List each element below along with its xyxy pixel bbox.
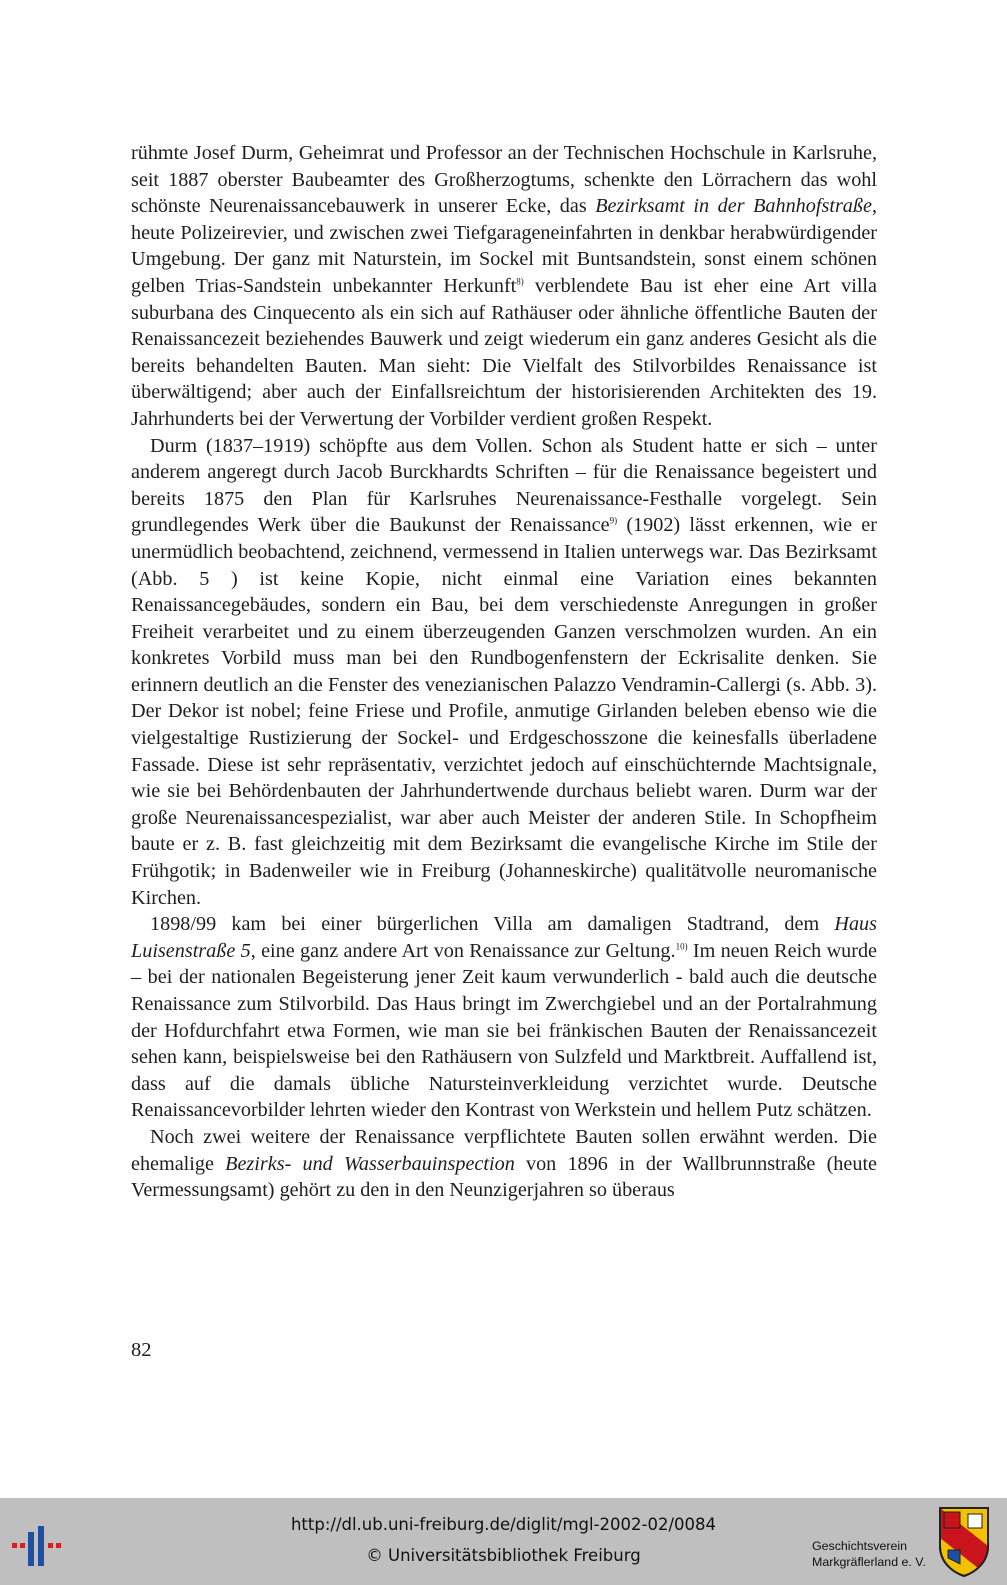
text-run: (1902) lässt erkennen, wie er unermüdlich beobachtend, zeichnend, vermessend in Italien unterwegs war. Das Bezirksamt (Abb. 5 ) ist keine Kopie, nicht einmal eine Variation eines bekannten Renaissancegebäudes, sondern ein Bau, bei dem verschiedenste Anregungen in großer Freiheit verarbeitet und zu einem überzeugenden Ganzen verschmolzen wurden. An ein konkretes Vorbild muss man bei den Rundbogenfenstern der Eckrisalite denken. Sie erinnern deutlich an die Fenster des venezianischen Palazzo Vendramin-Callergi (s. Abb. 3). Der Dekor ist nobel; feine Friese und Profile, anmutige Girlanden beleben ebenso wie die vielgestaltige Rustizierung der Sockel- und Erdgeschosszone die keinesfalls überladene Fassade. Diese ist sehr repräsentativ, verzichtet jedoch auf einschüchternde Machtsignale, wie sie bei Behördenbauten der Jahrhundertwende durchaus beliebt waren. Durm war der große Neurenaissancespezialist, war aber auch Meister der anderen Stile. In Schopfheim baute er z. B. fast gleichzeitig mit dem Bezirksamt die evangelische Kirche im Stile der Frühgotik; in Badenweiler wie in Freiburg (Johanneskirche) qualitätvolle neuromanische Kirchen. [131,514,877,909]
text-run: Durm (1837–1919) schöpfte aus dem Vollen. Schon als Student hatte er sich – unter anderem angeregt durch Jacob Burckhardts Schriften – für die Renaissance begeistert und bereits 1875 den Plan für Karlsruhes Neurenaissance-Festhalle vorgelegt. Sein grundlegendes Werk über die Baukunst der Renaissance [131,434,877,537]
text-run: Im neuen Reich wurde – bei der nationalen Begeisterung jener Zeit kaum verwunderlich - bald auch die deutsche Renaissance zum Stilvorbild. Das Haus bringt im Zwerchgiebel und an der Portalrahmung der Hofdurchfahrt etwa Formen, wie man sie bei fränkischen Bauten der Renaissancezeit sehen kann, beispielsweise bei den Rathäusern von Sulzfeld und Marktbreit. Auffallend ist, dass auf die damals übliche Natursteinverkleidung verzichtet wurde. Deutsche Renaissancevorbilder lehrten wieder den Kontrast von Werkstein und hellem Putz schätzen. [131,939,878,1122]
paragraph [131,140,877,433]
footer-bar [0,1498,1007,1585]
text-run: 1898/99 kam bei einer bürgerlichen Villa am damaligen Stadtrand, dem [150,913,835,936]
italic-text: Bezirks- und Wasserbauinspection [225,1152,515,1175]
text-run: von 1896 in der Wallbrunnstraße (heute Vermessungsamt) gehört zu den in den Neunzigerjahren so überaus [131,1152,878,1202]
text-run: Noch zwei weitere der Renaissance verpflichtete Bauten sollen erwähnt werden. Die ehemalige [131,1125,877,1175]
paragraph [131,433,877,912]
org-line-1: Geschichtsverein [812,1539,908,1553]
coat-of-arms-icon [938,1506,990,1578]
text-run: , eine ganz andere Art von Renaissance zur Geltung. [250,939,676,962]
page-body [131,140,877,1204]
text-run: verblendete Bau ist eher eine Art villa suburbana des Cinquecento als ein sich auf Rathäuser oder ähnliche öffentliche Bauten der Renaissancezeit beziehendes Bauwerk und zeigt wiederum ein ganz anderes Gesicht als die bereits behandelten Bauten. Man sieht: Die Vielfalt des Stilvorbildes Renaissance ist überwältigend; aber auch der Einfallsreichtum der historisierenden Architekten des 19. Jahrhunderts bei der Verwertung der Vorbilder verdient großen Respekt. [131,274,877,430]
page-number: 82 [131,1339,152,1361]
italic-text: Haus Luisenstraße 5 [131,913,877,962]
footnote-ref: 9) [609,515,618,526]
org-line-2: Markgräflerland e. V. [812,1555,926,1569]
italic-text: Bezirksamt in der Bahnhofstraße [595,195,872,218]
paragraph [131,911,877,1124]
text-run: rühmte Josef Durm, Geheimrat und Professor an der Technischen Hochschule in Karlsruhe, seit 1887 oberster Baubeamter des Großherzogtums, schenkte den Lörrachern das wohl schönste Neurenaissancebauwerk in unserer Ecke, das [131,142,877,218]
footer-organization [812,1538,932,1570]
text-run: , heute Polizeirevier, und zwischen zwei Tiefgarageneinfahrten in denkbar herabwürdigender Umgebung. Der ganz mit Naturstein, im Sockel mit Buntsandstein, sonst einem schönen gelben Trias-Sandstein unbekannter Herkunft [131,195,877,297]
footnote-ref: 10) [675,941,688,952]
footer-copyright: © Universitätsbibliothek Freiburg [366,1546,641,1565]
footnote-ref: 8) [516,276,524,287]
footer-url-link[interactable]: http://dl.ub.uni-freiburg.de/diglit/mgl-2002-02/0084 [290,1515,717,1534]
paragraph [131,1124,877,1204]
